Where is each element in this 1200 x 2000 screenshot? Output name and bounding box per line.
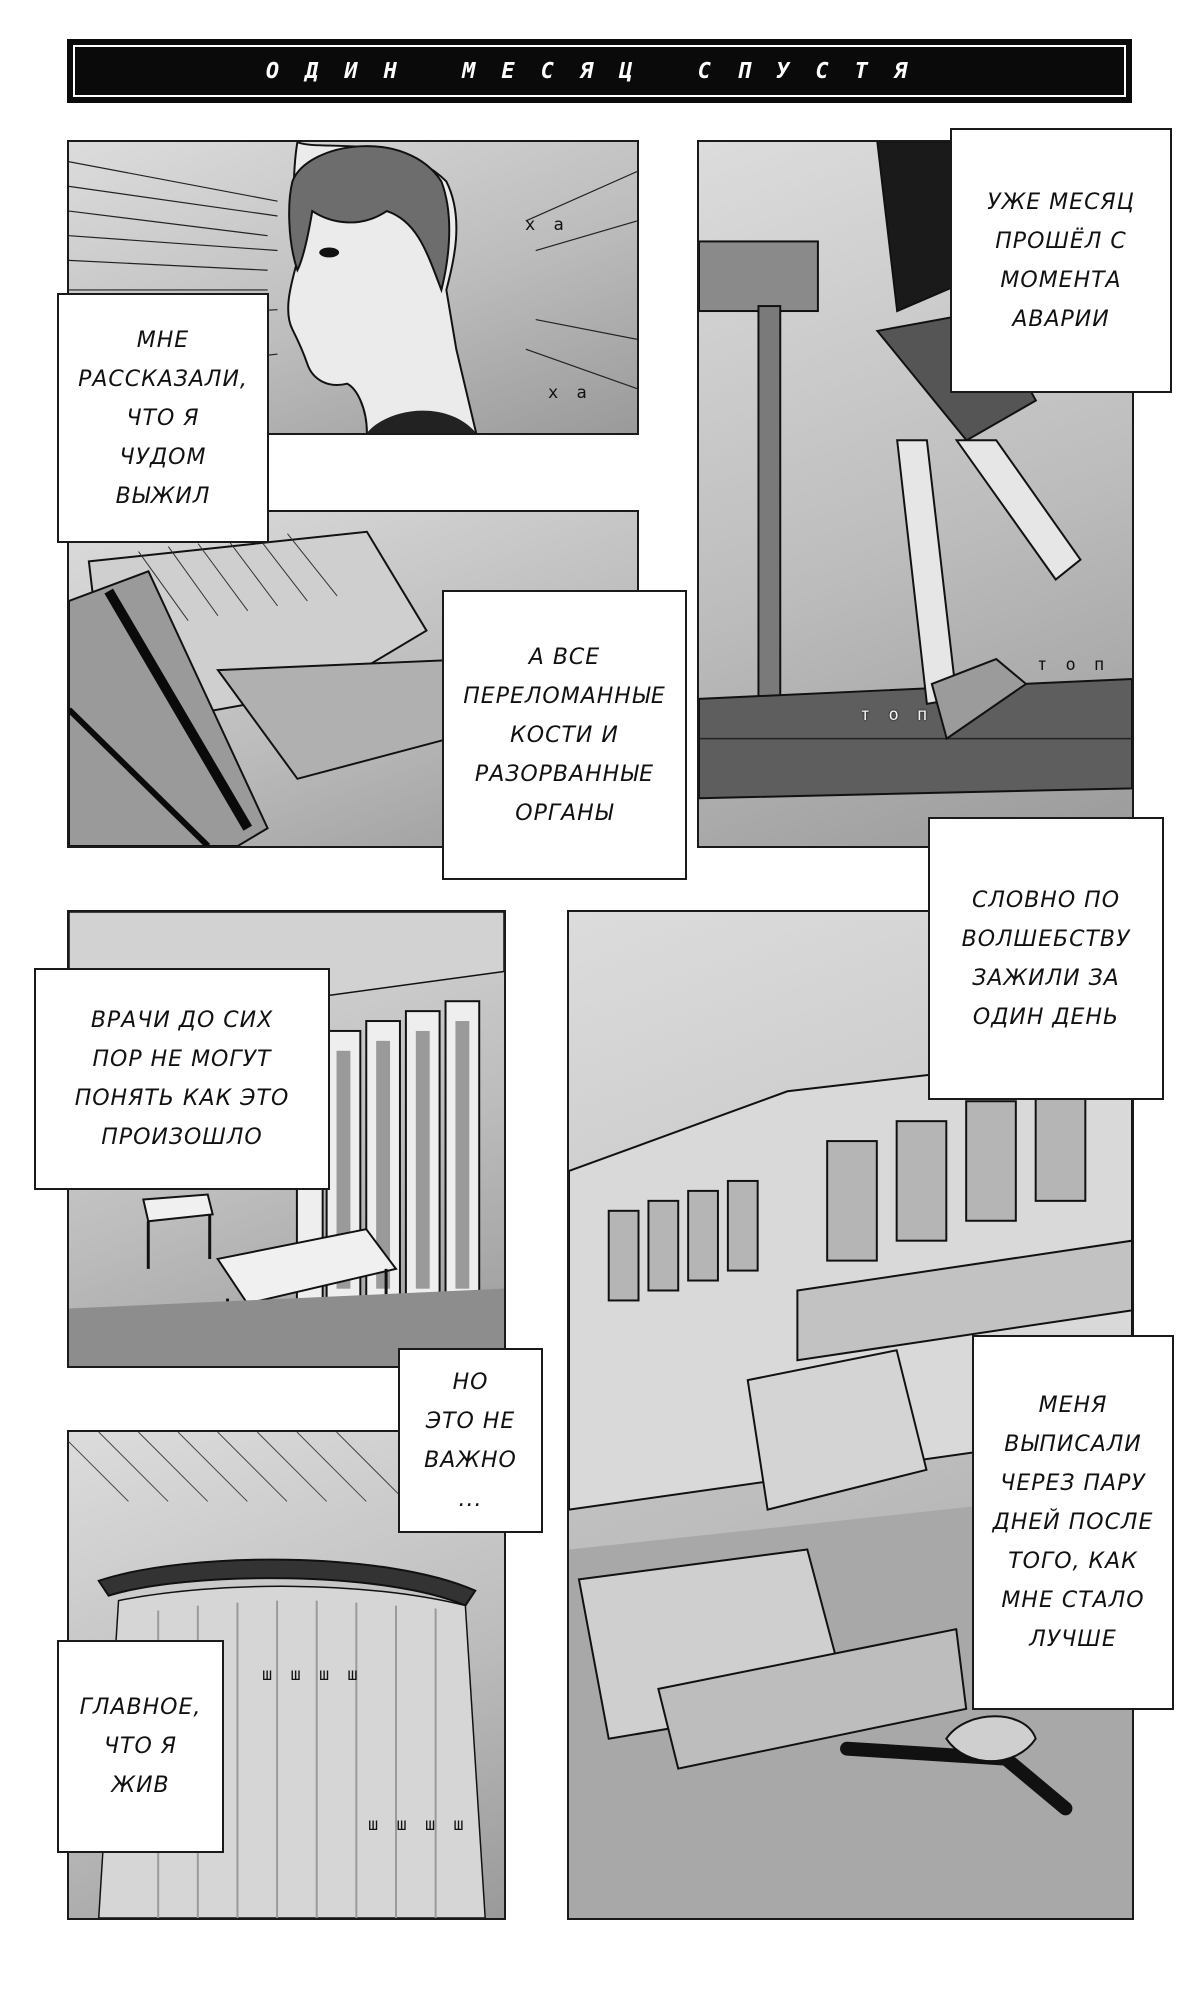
caption-line: ЧЕРЕЗ ПАРУ [1000,1471,1146,1496]
sfx-footstep-1: т о п [1037,655,1109,675]
caption-line: ... [458,1486,483,1512]
caption-line: ПОНЯТЬ КАК ЭТО [74,1086,290,1111]
caption-line: А ВСЕ [528,644,601,670]
caption-line: ПРОИЗОШЛО [101,1125,263,1150]
sfx-panting-1: х а [525,215,568,235]
caption-healed [928,817,1164,1100]
caption-discharged [972,1335,1174,1710]
caption-line: ОДИН ДЕНЬ [972,1004,1120,1030]
caption-line: ДНЕЙ ПОСЛЕ [992,1510,1154,1535]
caption-line: УЖЕ МЕСЯЦ [987,189,1135,215]
caption-month-passed [950,128,1172,393]
caption-broken-bones [442,590,687,880]
caption-line: СЛОВНО ПО [971,887,1121,913]
caption-line: ЛУЧШЕ [1029,1627,1117,1652]
sfx-rustle-1: ш ш ш ш [262,1665,362,1685]
title-banner-text: ОДИН МЕСЯЦ СПУСТЯ [265,58,934,84]
caption-line: РАЗОРВАННЫЕ [474,761,655,787]
caption-line: МОМЕНТА [1000,267,1122,293]
caption-alive [57,1640,224,1853]
caption-line: МЕНЯ [1038,1393,1108,1418]
caption-line: КОСТИ И [510,722,619,748]
caption-line: ВЫПИСАЛИ [1004,1432,1142,1457]
caption-line: РАССКАЗАЛИ, [78,366,248,392]
caption-survived [57,293,269,543]
caption-line: ПОР НЕ МОГУТ [92,1047,272,1072]
caption-line: МНЕ СТАЛО [1001,1588,1145,1613]
caption-line: ВРАЧИ ДО СИХ [90,1008,274,1033]
caption-line: ЧУДОМ [119,444,207,470]
caption-line: ЗАЖИЛИ ЗА [972,965,1120,991]
caption-line: МНЕ [136,327,190,353]
sfx-panting-2: х а [548,383,591,403]
caption-line: ПРОШЁЛ С [995,228,1127,254]
title-banner [67,39,1132,103]
caption-line: ОРГАНЫ [515,800,614,826]
caption-line: ВОЛШЕБСТВУ [961,926,1131,952]
caption-line: НО [452,1369,489,1395]
caption-line: ПЕРЕЛОМАННЫЕ [463,683,666,709]
caption-line: ТОГО, КАК [1008,1549,1138,1574]
caption-line: ЧТО Я [103,1734,178,1759]
caption-line: ЖИВ [111,1773,170,1798]
caption-doctors [34,968,330,1190]
caption-line: ГЛАВНОЕ, [79,1695,202,1720]
sfx-rustle-2: ш ш ш ш [368,1815,468,1835]
sfx-footstep-2: т о п [860,705,932,725]
title-banner-frame [73,45,1126,97]
caption-line: ЭТО НЕ [425,1408,516,1434]
caption-line: АВАРИИ [1012,306,1110,332]
caption-line: ЧТО Я [126,405,200,431]
caption-line: ВЫЖИЛ [115,483,211,509]
caption-line: ВАЖНО [424,1447,517,1473]
caption-not-important [398,1348,543,1533]
